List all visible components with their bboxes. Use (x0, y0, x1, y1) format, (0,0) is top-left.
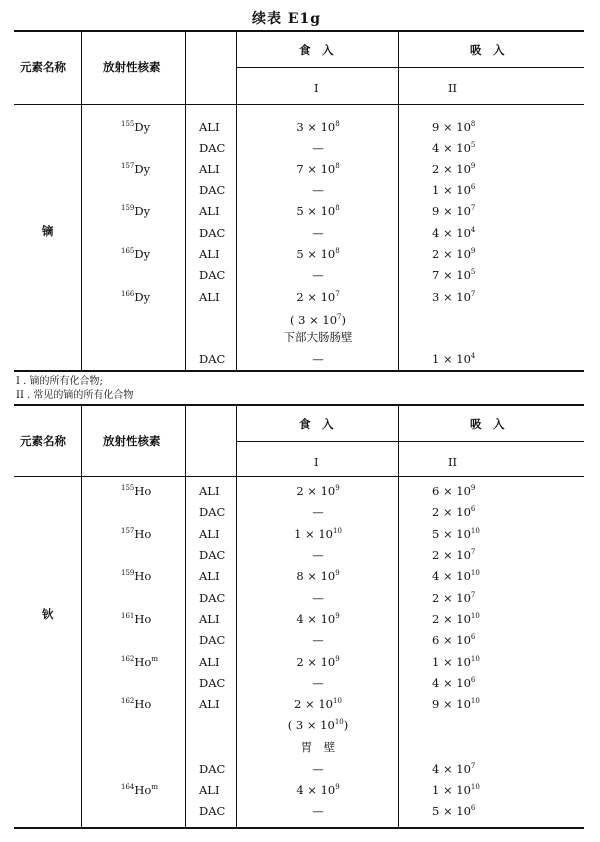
nuclide-label: $^{155}$Dy (121, 120, 151, 134)
ingestion-value: — (312, 352, 324, 366)
header-nuclide: 放射性核素 (103, 60, 161, 74)
inhalation-value: $6 \times 10^9$ (432, 484, 476, 498)
limit-type-label: ALI (199, 612, 220, 626)
ingestion-value: — (312, 591, 324, 605)
ingestion-value: $7 \times 10^8$ (296, 162, 340, 176)
ingestion-value: — (312, 226, 324, 240)
inhalation-value: $1 \times 10^4$ (432, 352, 476, 366)
inhalation-value: $4 \times 10^7$ (432, 762, 476, 776)
limit-type-label: DAC (199, 141, 226, 155)
nuclide-label: $^{164}$Ho$^m$ (121, 783, 158, 797)
limit-type-label: ALI (199, 783, 220, 797)
limit-type-label: ALI (199, 247, 220, 261)
inhalation-value: $4 \times 10^5$ (432, 141, 476, 155)
inhalation-value: $2 \times 10^7$ (432, 548, 476, 562)
ingestion-value: $4 \times 10^9$ (296, 783, 340, 797)
header-ingestion: 食 入 (299, 43, 334, 57)
ingestion-value: — (312, 676, 324, 690)
ingestion-value: — (312, 633, 324, 647)
ingestion-value: — (312, 505, 324, 519)
limit-type-label: DAC (199, 548, 226, 562)
inhalation-value: $9 \times 10^7$ (432, 204, 476, 218)
ingestion-value: 胃 壁 (300, 740, 336, 754)
inhalation-value: $1 \times 10^{10}$ (432, 783, 480, 797)
element-dy: 镝 (42, 224, 54, 238)
ingestion-value: $5 \times 10^8$ (296, 247, 340, 261)
limit-type-label: ALI (199, 162, 220, 176)
limit-type-label: DAC (199, 505, 226, 519)
rule (81, 405, 82, 828)
inhalation-value: $4 \times 10^{10}$ (432, 569, 480, 583)
inhalation-value: $9 \times 10^{10}$ (432, 697, 480, 711)
page-title: 续表 E1g (252, 11, 322, 27)
ingestion-value: ( $3 \times 10^{10}$) (287, 718, 349, 732)
rule (81, 31, 82, 371)
limit-type-label: ALI (199, 527, 220, 541)
limit-type-label: DAC (199, 183, 226, 197)
ingestion-value: $8 \times 10^9$ (296, 569, 340, 583)
rule (185, 31, 186, 371)
rule (398, 31, 399, 371)
ingestion-value: $2 \times 10^{10}$ (294, 697, 342, 711)
inhalation-value: $2 \times 10^9$ (432, 162, 476, 176)
inhalation-value: $9 \times 10^8$ (432, 120, 476, 134)
limit-type-label: DAC (199, 591, 226, 605)
nuclide-label: $^{166}$Dy (121, 290, 151, 304)
ingestion-value: — (312, 268, 324, 282)
inhalation-value: $2 \times 10^6$ (432, 505, 476, 519)
nuclide-label: $^{157}$Ho (121, 527, 152, 541)
ingestion-value: $5 \times 10^8$ (296, 204, 340, 218)
header-col-1: I (314, 81, 319, 95)
limit-type-label: DAC (199, 762, 226, 776)
nuclide-label: $^{155}$Ho (121, 484, 152, 498)
ingestion-value: — (312, 804, 324, 818)
nuclide-label: $^{165}$Dy (121, 247, 151, 261)
nuclide-label: $^{159}$Dy (121, 204, 151, 218)
inhalation-value: $5 \times 10^6$ (432, 804, 476, 818)
ingestion-value: $2 \times 10^9$ (296, 655, 340, 669)
inhalation-value: $4 \times 10^6$ (432, 676, 476, 690)
ingestion-value: 下部大肠肠壁 (283, 330, 353, 344)
limit-type-label: DAC (199, 633, 226, 647)
limit-type-label: ALI (199, 697, 220, 711)
rule (236, 441, 584, 442)
ingestion-value: — (312, 762, 324, 776)
limit-type-label: ALI (199, 484, 220, 498)
inhalation-value: $6 \times 10^6$ (432, 633, 476, 647)
rule (14, 404, 584, 406)
header-col-1: I (314, 455, 319, 469)
header-element-name: 元素名称 (20, 60, 66, 74)
limit-type-label: DAC (199, 226, 226, 240)
inhalation-value: $2 \times 10^7$ (432, 591, 476, 605)
ingestion-value: ( $3 \times 10^7$) (289, 313, 347, 327)
rule (236, 31, 237, 371)
rule (14, 104, 584, 105)
nuclide-label: $^{162}$Ho$^m$ (121, 655, 158, 669)
ingestion-value: — (312, 141, 324, 155)
inhalation-value: $2 \times 10^9$ (432, 247, 476, 261)
limit-type-label: ALI (199, 569, 220, 583)
nuclide-label: $^{162}$Ho (121, 697, 152, 711)
ingestion-value: $1 \times 10^{10}$ (294, 527, 342, 541)
footnote-1: I . 镝的所有化合物; (16, 376, 103, 387)
limit-type-label: DAC (199, 352, 226, 366)
rule (14, 30, 584, 32)
ingestion-value: $2 \times 10^9$ (296, 484, 340, 498)
element-ho: 钬 (42, 607, 54, 621)
limit-type-label: ALI (199, 655, 220, 669)
ingestion-value: $3 \times 10^8$ (296, 120, 340, 134)
ingestion-value: $4 \times 10^9$ (296, 612, 340, 626)
rule (14, 476, 584, 477)
rule (185, 405, 186, 828)
limit-type-label: DAC (199, 676, 226, 690)
limit-type-label: ALI (199, 290, 220, 304)
limit-type-label: DAC (199, 804, 226, 818)
limit-type-label: ALI (199, 120, 220, 134)
rule (14, 827, 584, 829)
nuclide-label: $^{159}$Ho (121, 569, 152, 583)
header-element-name: 元素名称 (20, 434, 66, 448)
header-col-2: II (448, 455, 458, 469)
header-inhalation: 吸 入 (470, 417, 505, 431)
inhalation-value: $7 \times 10^5$ (432, 268, 476, 282)
inhalation-value: $3 \times 10^7$ (432, 290, 476, 304)
rule (398, 405, 399, 828)
rule (236, 405, 237, 828)
header-col-2: II (448, 81, 458, 95)
inhalation-value: $5 \times 10^{10}$ (432, 527, 480, 541)
header-nuclide: 放射性核素 (103, 434, 161, 448)
ingestion-value: — (312, 183, 324, 197)
nuclide-label: $^{157}$Dy (121, 162, 151, 176)
footnote-2: II . 常见的镝的所有化合物 (16, 390, 134, 401)
ingestion-value: — (312, 548, 324, 562)
inhalation-value: $2 \times 10^{10}$ (432, 612, 480, 626)
limit-type-label: DAC (199, 268, 226, 282)
inhalation-value: $1 \times 10^6$ (432, 183, 476, 197)
rule (236, 67, 584, 68)
nuclide-label: $^{161}$Ho (121, 612, 152, 626)
limit-type-label: ALI (199, 204, 220, 218)
ingestion-value: $2 \times 10^7$ (296, 290, 340, 304)
header-ingestion: 食 入 (299, 417, 334, 431)
header-inhalation: 吸 入 (470, 43, 505, 57)
inhalation-value: $1 \times 10^{10}$ (432, 655, 480, 669)
inhalation-value: $4 \times 10^4$ (432, 226, 476, 240)
rule (14, 370, 584, 372)
